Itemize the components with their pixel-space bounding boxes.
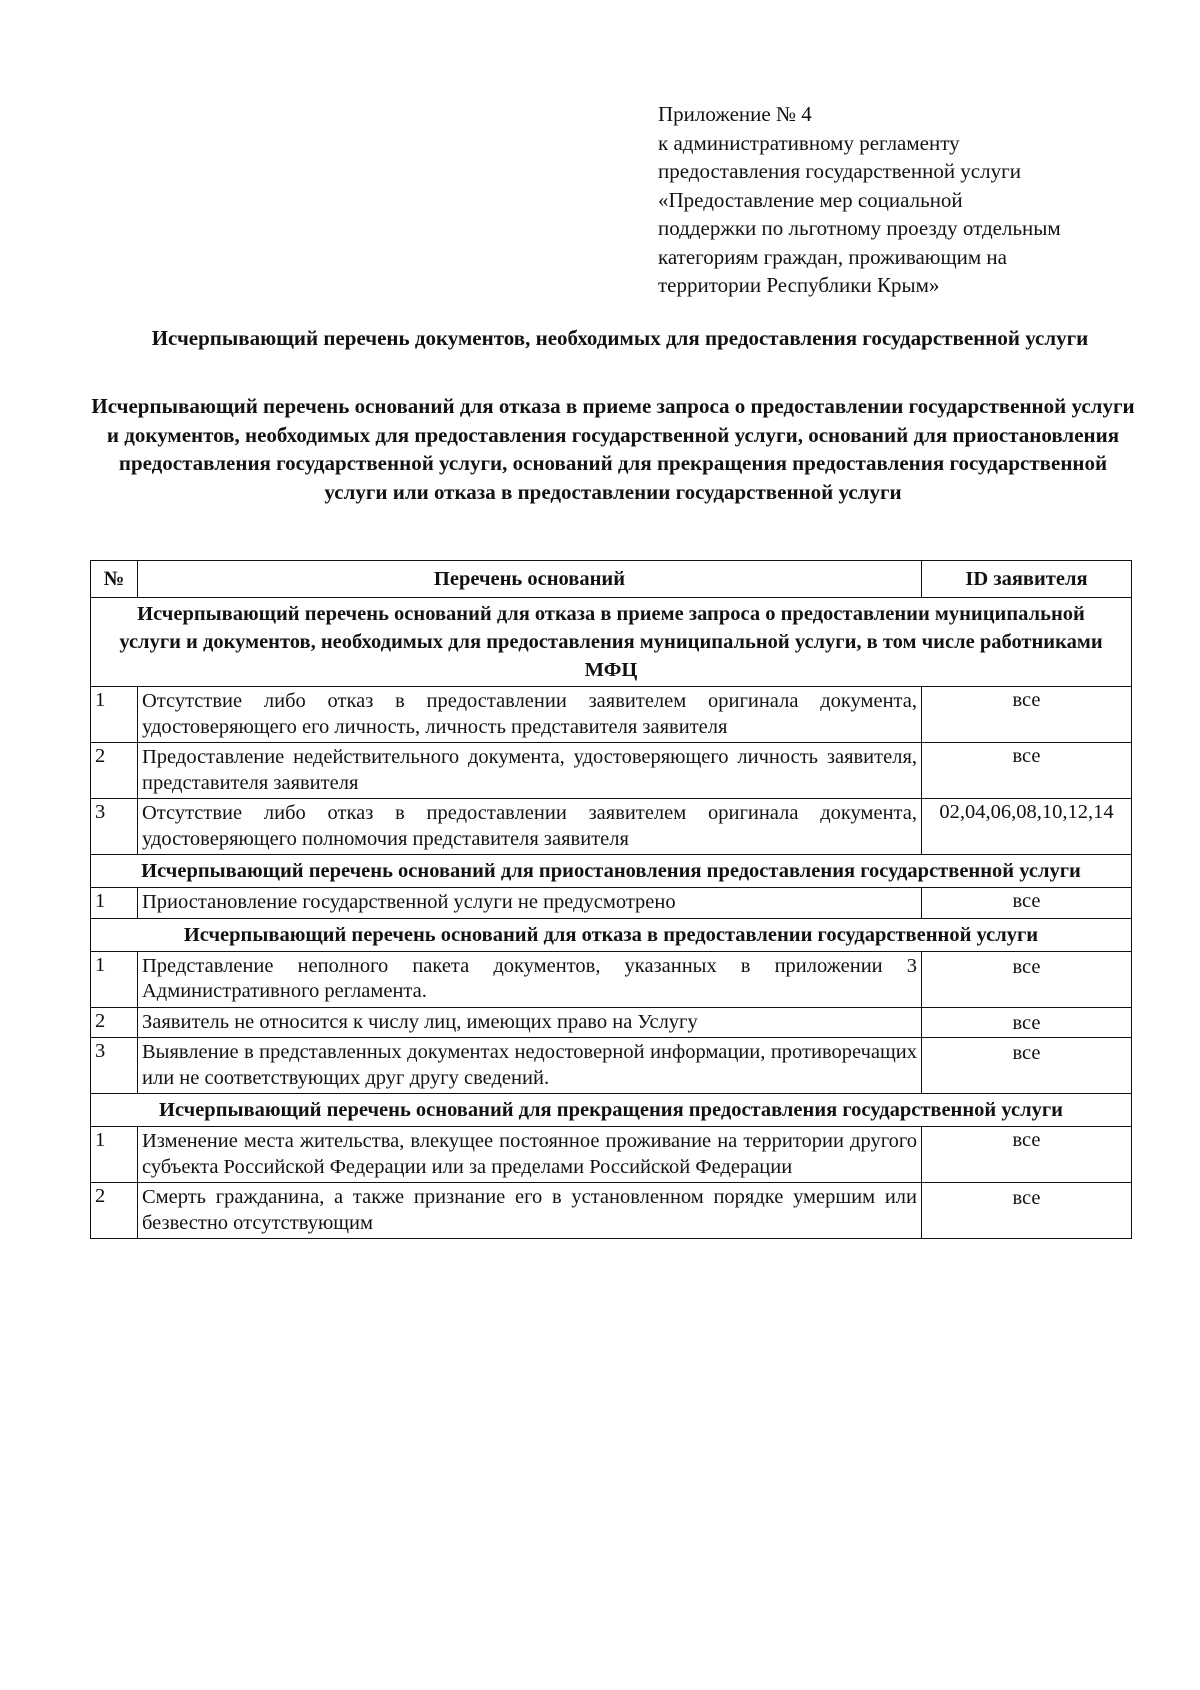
row-number: 2 <box>91 743 138 799</box>
appendix-line: территории Республики Крым» <box>658 273 940 297</box>
appendix-line: категориям граждан, проживающим на <box>658 244 1007 269</box>
table-row <box>91 743 1132 799</box>
row-applicant-id: все <box>922 1127 1132 1183</box>
header-reasons: Перечень оснований <box>138 561 922 598</box>
row-number: 2 <box>91 1183 138 1239</box>
row-number: 1 <box>91 888 138 919</box>
row-reason: Заявитель не относится к числу лиц, имеющих право на Услугу <box>138 1007 922 1038</box>
row-applicant-id: все <box>922 687 1132 743</box>
table-row <box>91 1127 1132 1183</box>
document-subtitle: Исчерпывающий перечень оснований для отказа в приеме запроса о предоставлении государственной услуги и документов, необходимых для предоставления государственной услуги, оснований для приостановления предоставления государственной услуги, оснований для прекращения предоставления государственной услуги или отказа в предоставлении государственной услуги <box>91 394 1135 504</box>
appendix-line: предоставления государственной услуги <box>658 159 1021 183</box>
row-reason: Отсутствие либо отказ в предоставлении заявителем оригинала документа, удостоверяющего полномочия представителя заявителя <box>138 799 922 855</box>
header-num: № <box>91 561 138 598</box>
row-number: 1 <box>91 951 138 1007</box>
row-applicant-id: все <box>922 951 1132 1007</box>
section-row <box>91 1094 1132 1127</box>
appendix-line: Приложение № 4 <box>658 102 812 126</box>
table-row <box>91 799 1132 855</box>
table-row <box>91 1007 1132 1038</box>
table-row <box>91 951 1132 1007</box>
appendix-line: «Предоставление мер социальной <box>658 187 963 212</box>
row-applicant-id: 02,04,06,08,10,12,14 <box>922 799 1132 855</box>
reasons-table <box>90 560 1132 1239</box>
section-title: Исчерпывающий перечень оснований для отказа в предоставлении государственной услуги <box>91 918 1132 951</box>
row-applicant-id: все <box>922 1038 1132 1094</box>
table-header-row <box>91 561 1132 598</box>
section-title: Исчерпывающий перечень оснований для прекращения предоставления государственной услуги <box>91 1094 1132 1127</box>
appendix-header <box>658 100 1138 300</box>
table-row <box>91 1038 1132 1094</box>
row-reason: Изменение места жительства, влекущее постоянное проживание на территории другого субъекта Российской Федерации или за пределами Российской Федерации <box>138 1127 922 1183</box>
document-title: Исчерпывающий перечень документов, необходимых для предоставления государственной услуги <box>151 326 1089 350</box>
row-reason: Смерть гражданина, а также признание его в установленном порядке умершим или безвестно отсутствующим <box>138 1183 922 1239</box>
section-row <box>91 855 1132 888</box>
row-reason: Предоставление недействительного документа, удостоверяющего личность заявителя, представителя заявителя <box>138 743 922 799</box>
appendix-line: поддержки по льготному проезду отдельным <box>658 216 1061 240</box>
row-reason: Представление неполного пакета документов, указанных в приложении 3 Административного регламента. <box>138 951 922 1007</box>
row-number: 1 <box>91 1127 138 1183</box>
row-reason: Приостановление государственной услуги не предусмотрено <box>138 888 922 919</box>
row-number: 1 <box>91 687 138 743</box>
row-applicant-id: все <box>922 743 1132 799</box>
row-applicant-id: все <box>922 888 1132 919</box>
row-reason: Отсутствие либо отказ в предоставлении заявителем оригинала документа, удостоверяющего его личность, личность представителя заявителя <box>138 687 922 743</box>
row-number: 2 <box>91 1007 138 1038</box>
appendix-line: к административному регламенту <box>658 130 960 155</box>
section-title: Исчерпывающий перечень оснований для отказа в приеме запроса о предоставлении муниципальной услуги и документов, необходимых для предоставления муниципальной услуги, в том числе работниками МФЦ <box>91 598 1132 687</box>
header-id: ID заявителя <box>922 561 1132 598</box>
row-applicant-id: все <box>922 1007 1132 1038</box>
row-applicant-id: все <box>922 1183 1132 1239</box>
table-row <box>91 1183 1132 1239</box>
section-row <box>91 918 1132 951</box>
row-number: 3 <box>91 1038 138 1094</box>
row-reason: Выявление в представленных документах недостоверной информации, противоречащих или не соответствующих друг другу сведений. <box>138 1038 922 1094</box>
table-row <box>91 687 1132 743</box>
section-row <box>91 598 1132 687</box>
row-number: 3 <box>91 799 138 855</box>
table-row <box>91 888 1132 919</box>
section-title: Исчерпывающий перечень оснований для приостановления предоставления государственной услуги <box>91 855 1132 888</box>
